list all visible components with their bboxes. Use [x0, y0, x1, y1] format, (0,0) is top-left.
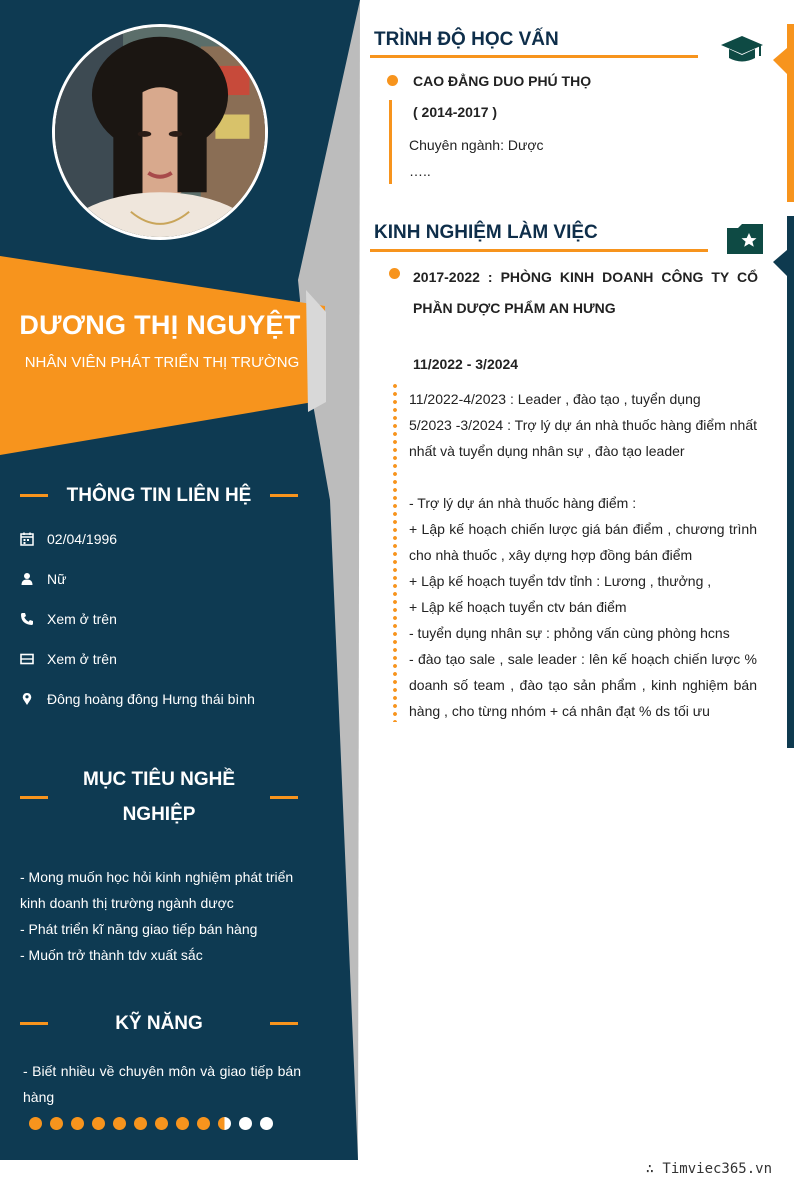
title-dash: [270, 1022, 298, 1025]
education-bullet: [387, 75, 398, 86]
education-more: …..: [409, 163, 431, 179]
skill-rating-dot: [29, 1117, 42, 1130]
contact-birthday: [20, 531, 310, 547]
skill-rating-dot: [113, 1117, 126, 1130]
contact-address: [20, 691, 310, 707]
contact-value: Xem ở trên: [47, 611, 117, 627]
experience-line: 11/2022-4/2023 : Leader , đào tạo , tuyển dụng: [409, 391, 701, 407]
footer-brand[interactable]: ∴ Timviec365.vn: [645, 1161, 772, 1177]
skill-rating: [29, 1117, 273, 1130]
contact-section-title: [20, 478, 298, 513]
education-school: CAO ĐẲNG DUO PHÚ THỌ: [413, 73, 592, 89]
skill-rating-dot: [218, 1117, 231, 1130]
briefcase-star-icon: [725, 222, 765, 256]
experience-line: [409, 464, 757, 490]
education-title: TRÌNH ĐỘ HỌC VẤN: [374, 29, 559, 50]
contact-value: Xem ở trên: [47, 651, 117, 667]
experience-dotted-line: [393, 382, 397, 722]
contact-title: THÔNG TIN LIÊN HỆ: [66, 485, 252, 506]
contact-value: 02/04/1996: [47, 531, 118, 547]
education-time: ( 2014-2017 ): [413, 104, 498, 120]
graduation-cap-icon: [720, 34, 764, 64]
title-dash: [20, 796, 48, 799]
contact-email: [20, 651, 310, 667]
objective-line: - Phát triển kĩ năng giao tiếp bán hàng: [20, 921, 258, 937]
experience-line: - đào tạo sale , sale leader : lên kế hoạch chiến lược % doanh số team , đào tạo sản phẩm , kinh nghiệm bán hàng , cho từng nhóm + cá nhân đạt % ds tối ưu: [409, 651, 757, 719]
skill-rating-dot: [155, 1117, 168, 1130]
objective-text: [20, 864, 300, 968]
experience-line: 5/2023 -3/2024 : Trợ lý dự án nhà thuốc hàng điểm nhất nhất và tuyển dụng nhân sự , đào tạo leader: [409, 417, 757, 459]
objective-section-title: [20, 762, 298, 832]
title-dash: [20, 494, 48, 497]
education-underline: [370, 55, 698, 58]
experience-line: + Lập kế hoạch tuyển tdv tỉnh : Lương , thưởng ,: [409, 573, 712, 589]
education-bar: [389, 100, 392, 184]
skill-rating-dot: [50, 1117, 63, 1130]
experience-underline: [370, 249, 708, 252]
experience-bullet: [389, 268, 400, 279]
objective-title: MỤC TIÊU NGHỀ NGHIỆP: [83, 769, 235, 825]
experience-period: 11/2022 - 3/2024: [413, 356, 519, 372]
skill-rating-dot: [176, 1117, 189, 1130]
footer-brand-text[interactable]: Timviec365.vn: [662, 1161, 772, 1177]
skill-rating-dot: [71, 1117, 84, 1130]
objective-line: - Muốn trở thành tdv xuất sắc: [20, 947, 203, 963]
skill-description: [23, 1058, 301, 1110]
skills-title: KỸ NĂNG: [115, 1013, 203, 1034]
experience-line: - tuyển dụng nhân sự : phỏng vấn cùng phòng hcns: [409, 625, 730, 641]
education-major: Chuyên ngành: Dược: [409, 137, 544, 153]
user-icon: [20, 571, 47, 587]
skill-rating-dot: [239, 1117, 252, 1130]
contact-value: Nữ: [47, 571, 67, 587]
experience-line: + Lập kế hoạch tuyển ctv bán điểm: [409, 599, 627, 615]
education-edge-accent: [787, 24, 794, 202]
experience-company: 2017-2022 : PHÒNG KINH DOANH CÔNG TY CỔ PHẦN DƯỢC PHẨM AN HƯNG: [413, 269, 758, 316]
skill-rating-dot: [92, 1117, 105, 1130]
phone-icon: [20, 611, 47, 627]
avatar: [52, 24, 268, 240]
experience-line: + Lập kế hoạch chiến lược giá bán điểm , chương trình cho nhà thuốc , xây dựng hợp đồng bán điểm: [409, 521, 757, 563]
candidate-position: NHÂN VIÊN PHÁT TRIỂN THỊ TRƯỜNG: [24, 354, 300, 371]
title-dash: [270, 494, 298, 497]
skills-section-title: [20, 1006, 298, 1041]
contact-value: Đông hoàng đông Hưng thái bình: [47, 691, 255, 707]
skill-rating-dot: [134, 1117, 147, 1130]
skill-line: - Biết nhiều về chuyên môn và giao tiếp bán hàng: [23, 1063, 301, 1105]
location-icon: [20, 691, 47, 707]
title-dash: [270, 796, 298, 799]
title-dash: [20, 1022, 48, 1025]
email-icon: [20, 651, 47, 667]
skill-rating-dot: [260, 1117, 273, 1130]
avatar-photo: [55, 27, 265, 237]
contact-phone: [20, 611, 310, 627]
experience-line: - Trợ lý dự án nhà thuốc hàng điểm :: [409, 495, 637, 511]
calendar-icon: [20, 531, 47, 547]
experience-edge-accent: [787, 216, 794, 748]
contact-gender: [20, 571, 310, 587]
experience-title: KINH NGHIỆM LÀM VIỆC: [374, 222, 598, 243]
candidate-name: DƯƠNG THỊ NGUYỆT: [19, 310, 301, 340]
skill-rating-dot: [197, 1117, 210, 1130]
experience-details: [409, 386, 757, 724]
objective-line: - Mong muốn học hỏi kinh nghiệm phát triển kinh doanh thị trường ngành dược: [20, 869, 294, 911]
left-panel: [0, 0, 330, 1160]
